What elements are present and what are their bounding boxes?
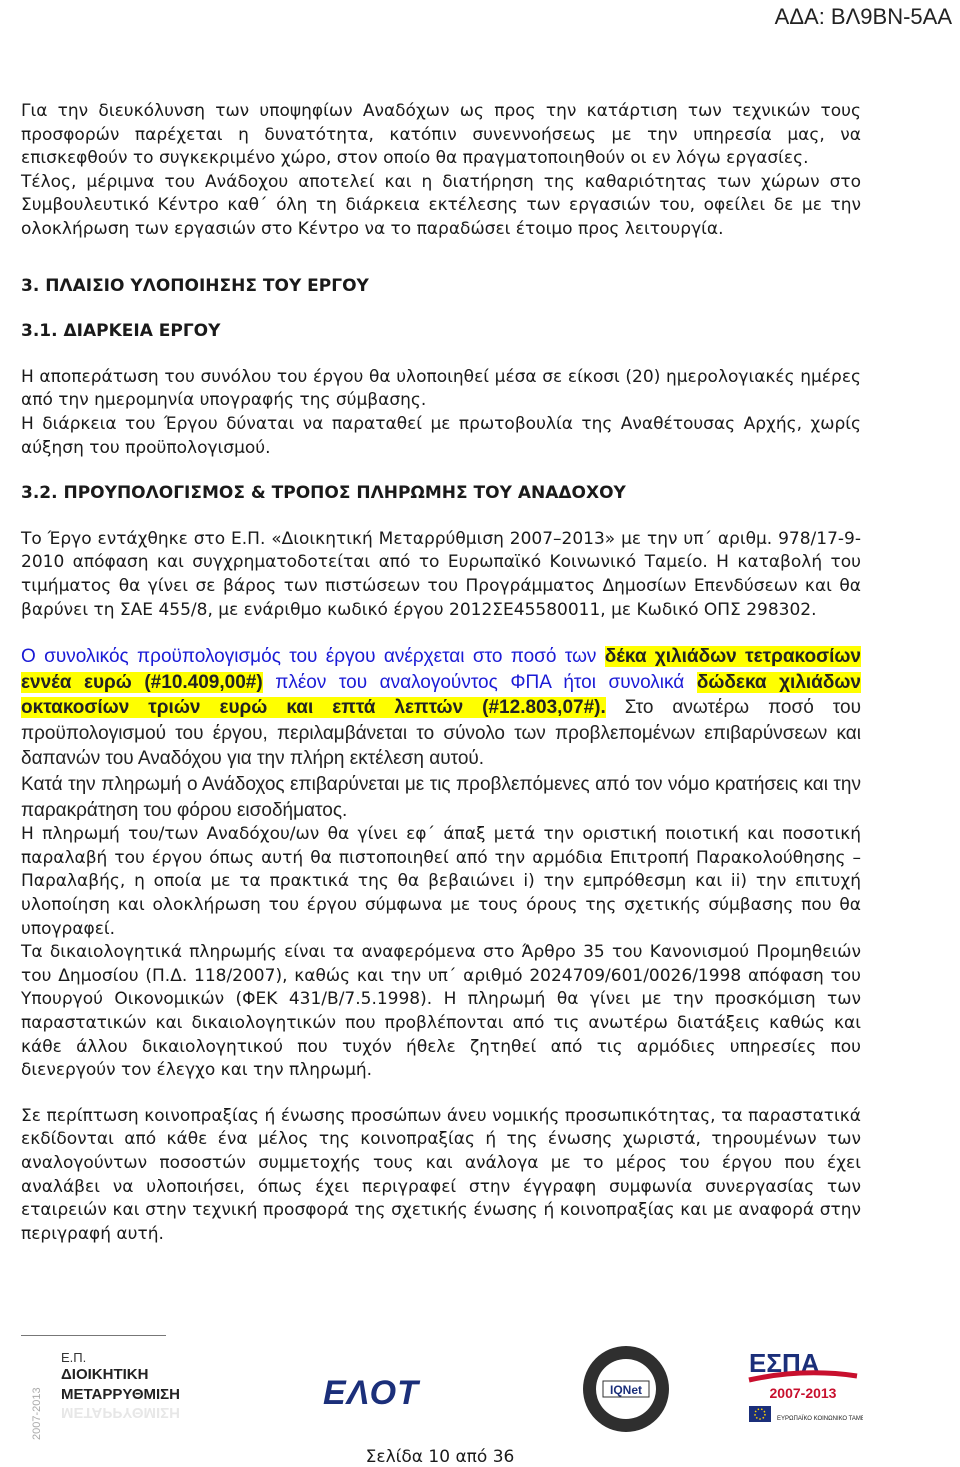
heading-section-3-1: 3.1. ΔΙΑΡΚΕΙΑ ΕΡΓΟΥ	[21, 321, 221, 342]
paragraph-withholding: Κατά την πληρωμή ο Ανάδοχος επιβαρύνεται με τις προβλεπόμενες από τον νόμο κρατήσεις και την παρακράτηση του φόρου εισοδήματος.	[21, 774, 861, 821]
paragraph-duration-1: Η αποπεράτωση του συνόλου του έργου θα υλοποιηθεί μέσα σε είκοσι (20) ημερολογιακές ημέρες από την ημερομηνία υπογραφής της σύμβασης.	[21, 366, 861, 411]
ep-title-reflection: ΜΕΤΑΡΡΥΘΜΙΣΗ	[61, 1404, 180, 1421]
ep-year: 2007-2013	[31, 1387, 43, 1440]
iqnet-text: IQNet	[609, 1383, 643, 1397]
paragraph-consortium: Σε περίπτωση κοινοπραξίας ή ένωσης προσώπων άνευ νομικής προσωπικότητας, τα παραστατικά εκδίδονται από κάθε ένα μέλος της κοινοπραξίας ή της ένωσης χωριστά, τηρουμένων των αναλογούντων ποσοστών συμμετοχής τους και ανάλογα με το μέρος του έργου που έχει αναλάβει να υλοποιήσει, όπως έχει περιγραφεί στην έγγραφη συμφωνία συνεργασίας των εταιρειών και στην τεχνική προσφορά της σχετικής ένωσης ή κοινοπραξίας και με αναφορά στην περιγραφή αυτή.	[21, 1105, 861, 1244]
footer-divider	[21, 1335, 166, 1336]
document-body	[21, 100, 861, 1246]
espa-years: 2007-2013	[769, 1385, 837, 1401]
paragraph-inclusion: Το Έργο εντάχθηκε στο Ε.Π. «Διοικητική Μεταρρύθμιση 2007–2013» με την υπ΄ αριθμ. 978/17-9-2010 απόφαση και συγχρηματοδοτείται από το Ευρωπαϊκό Κοινωνικό Ταμείο. Η καταβολή του τιμήματος θα γίνει σε βάρος των πιστώσεων του Προγράμματος Δημοσίων Επενδύσεων και θα βαρύνει τη ΣΑΕ 455/8, με ενάριθμο κωδικό έργου 2012ΣΕ45580011, με Κωδικό ΟΠΣ 298302.	[21, 528, 861, 620]
iqnet-certified-logo	[581, 1344, 671, 1434]
ep-title-2: ΜΕΤΑΡΡΥΘΜΙΣΗ	[61, 1386, 180, 1403]
paragraph-cleaning: Τέλος, μέριμνα του Ανάδοχου αποτελεί και η διατήρηση της καθαριότητας των χώρων στο Συμβουλευτικό Κέντρο καθ΄ όλη τη διάρκεια εκτέλεσης των εργασιών του, οφείλει δε με την ολοκλήρωση των εργασιών στο Κέντρο να το παραδώσει έτοιμο προς λειτουργία.	[21, 171, 861, 239]
heading-section-3: 3. ΠΛΑΙΣΙΟ ΥΛΟΠΟΙΗΣΗΣ ΤΟΥ ΕΡΓΟΥ	[21, 275, 369, 296]
cost-net-amount: δέκα χιλιάδων τετρακοσίων εννέα ευρώ (#10.409,00#)	[21, 646, 861, 693]
ep-title-1: ΔΙΟΙΚΗΤΙΚΗ	[61, 1366, 149, 1383]
cost-vat-text: πλέον του αναλογούντος ΦΠΑ ήτοι συνολικά	[262, 671, 697, 693]
ada-code: ΑΔΑ: ΒΛ9ΒΝ-5ΑΑ	[774, 4, 952, 29]
paragraph-duration-2: Η διάρκεια του Έργου δύναται να παραταθεί με πρωτοβουλία της Αναθέτουσας Αρχής, χωρίς αύξηση του προϋπολογισμού.	[21, 413, 861, 458]
page-number: Σελίδα 10 από 36	[365, 1447, 515, 1467]
ep-label: Ε.Π.	[61, 1350, 87, 1365]
heading-section-3-2: 3.2. ΠΡΟΥΠΟΛΟΓΙΣΜΟΣ & ΤΡΟΠΟΣ ΠΛΗΡΩΜΗΣ ΤΟΥ ΑΝΑΔΟΧΟΥ	[21, 483, 626, 504]
elot-text: ΕΛΟΤ	[323, 1374, 419, 1412]
paragraph-cost	[21, 644, 861, 772]
elot-logo	[323, 1374, 419, 1413]
cost-total-amount: δώδεκα χιλιάδων οκτακοσίων τριών ευρώ και επτά λεπτών (#12.803,07#).	[21, 671, 862, 719]
espa-emblem	[743, 1346, 863, 1438]
certified-badge-icon	[581, 1344, 671, 1434]
espa-title: ΕΣΠΑ	[749, 1348, 820, 1378]
paragraph-documents: Τα δικαιολογητικά πληρωμής είναι τα αναφερόμενα στο Άρθρο 35 του Κανονισμού Προμηθειών του Δημοσίου (Π.Δ. 118/2007), καθώς και την υπ΄ αριθμό 2024709/601/0026/1998 απόφαση του Υπουργού Οικονομικών (ΦΕΚ 431/Β/7.5.1998). Η πληρωμή θα γίνει με την προσκόμιση των παραστατικών και δικαιολογητικών που προβλέπονται από τις ανωτέρω διατάξεις καθώς και κάθε άλλου δικαιολογητικού που τυχόν ήθελε ζητηθεί από τις αρμόδιες υπηρεσίες που διενεργούν τον έλεγχο και την πληρωμή.	[21, 942, 861, 1081]
espa-logo	[743, 1346, 863, 1438]
cost-block	[21, 644, 861, 823]
paragraph-payment: Η πληρωμή του/των Αναδόχου/ων θα γίνει εφ΄ άπαξ μετά την οριστική ποιοτική και ποσοτική παραλαβή του έργου όπως αυτή θα πιστοποιηθεί από την αρμόδια Επιτροπή Παρακολούθησης – Παραλαβής, η οποία με τα πρακτικά της θα βεβαιώνει i) την εμπρόθεσμη και ii) την επιτυχή υλοποίηση και ολοκλήρωση του έργου σύμφωνα με τους όρους της σχετικής σύμβασης που θα υπογραφεί.	[21, 824, 861, 939]
cost-included-text: Στο ανωτέρω ποσό του προϋπολογισμού του έργου, περιλαμβάνεται το σύνολο των προβλεπομένων επιβαρύνσεων και δαπανών του Αναδόχου για την πλήρη εκτέλεση αυτού.	[21, 697, 861, 770]
cost-intro-text: Ο συνολικός προϋπολογισμός του έργου ανέρχεται στο ποσό των	[21, 646, 605, 668]
ep-logo	[31, 1344, 221, 1440]
paragraph-intro: Για την διευκόλυνση των υποψηφίων Αναδόχων ως προς την κατάρτιση των τεχνικών τους προσφορών παρέχεται η δυνατότητα, κατόπιν συνεννοήσεως με την υπηρεσία μας, να επισκεφθούν το συγκεκριμένο χώρο, στον οποίο θα πραγματοποιηθούν οι εν λόγω εργασίες.	[21, 101, 861, 169]
footer-logos	[21, 1342, 861, 1442]
espa-fund: ΕΥΡΩΠΑΪΚΟ ΚΟΙΝΩΝΙΚΟ ΤΑΜΕΙΟ	[777, 1416, 863, 1422]
